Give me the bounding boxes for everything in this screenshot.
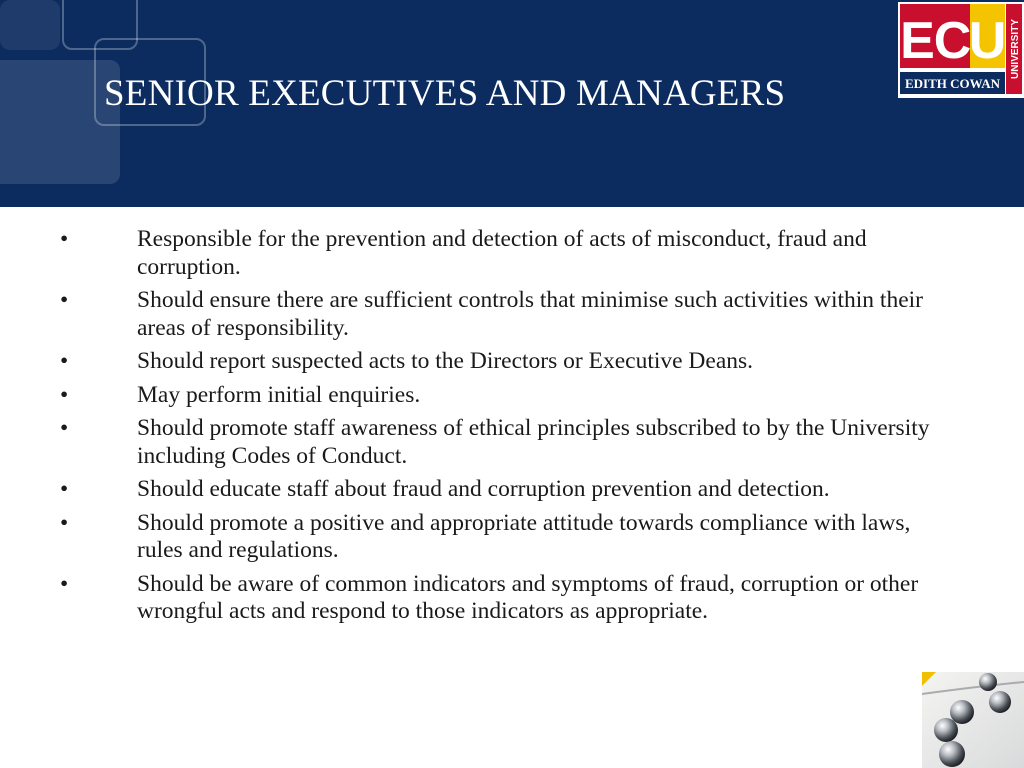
bullet-text: Should promote a positive and appropriate attitude towards compliance with laws, rules and regulations. [137,509,911,563]
bullet-item [0,226,952,281]
logo-letter-u: U [968,12,1007,70]
bullet-marker: • [60,570,69,597]
bullet-text: Should be aware of common indicators and symptoms of fraud, corruption or other wrongful acts and respond to those indicators as appropriate. [137,570,919,624]
slide-header [0,0,1024,207]
bullet-item [0,571,952,626]
bullet-item [0,382,952,410]
bullet-item [0,510,952,565]
logo-letter-e: E [900,12,935,70]
bullet-marker: • [60,226,69,252]
bullet-marker: • [60,476,69,502]
bullet-marker: • [60,415,69,441]
bullet-marker: • [60,348,69,374]
bullet-text: May perform initial enquiries. [137,381,421,408]
decorative-square [0,0,60,50]
logo-side-text: UNIVERSITY [1010,18,1021,80]
logo-letter-c: C [933,12,972,70]
bullet-item [0,287,952,342]
bullet-text: Should educate staff about fraud and corruption prevention and detection. [137,476,830,502]
bullet-text: Responsible for the prevention and detection of acts of misconduct, fraud and corruption. [137,226,867,280]
bullet-list [0,226,1024,632]
bullet-text: Should promote staff awareness of ethical principles subscribed to by the University including Codes of Conduct. [137,415,930,469]
ecu-logo [898,2,1024,98]
bullet-text: Should report suspected acts to the Directors or Executive Deans. [137,348,754,374]
bullet-text: Should ensure there are sufficient controls that minimise such activities within their areas of responsibility. [137,287,923,341]
bullet-item [0,415,952,470]
bullet-marker: • [60,381,69,408]
steel-balls-image [922,672,1024,768]
bullet-item [0,476,952,504]
logo-name: EDITH COWAN [905,76,1000,91]
bullet-marker: • [60,287,69,313]
slide-title: SENIOR EXECUTIVES AND MANAGERS [104,73,786,114]
bullet-item [0,348,952,376]
bullet-marker: • [60,509,69,536]
